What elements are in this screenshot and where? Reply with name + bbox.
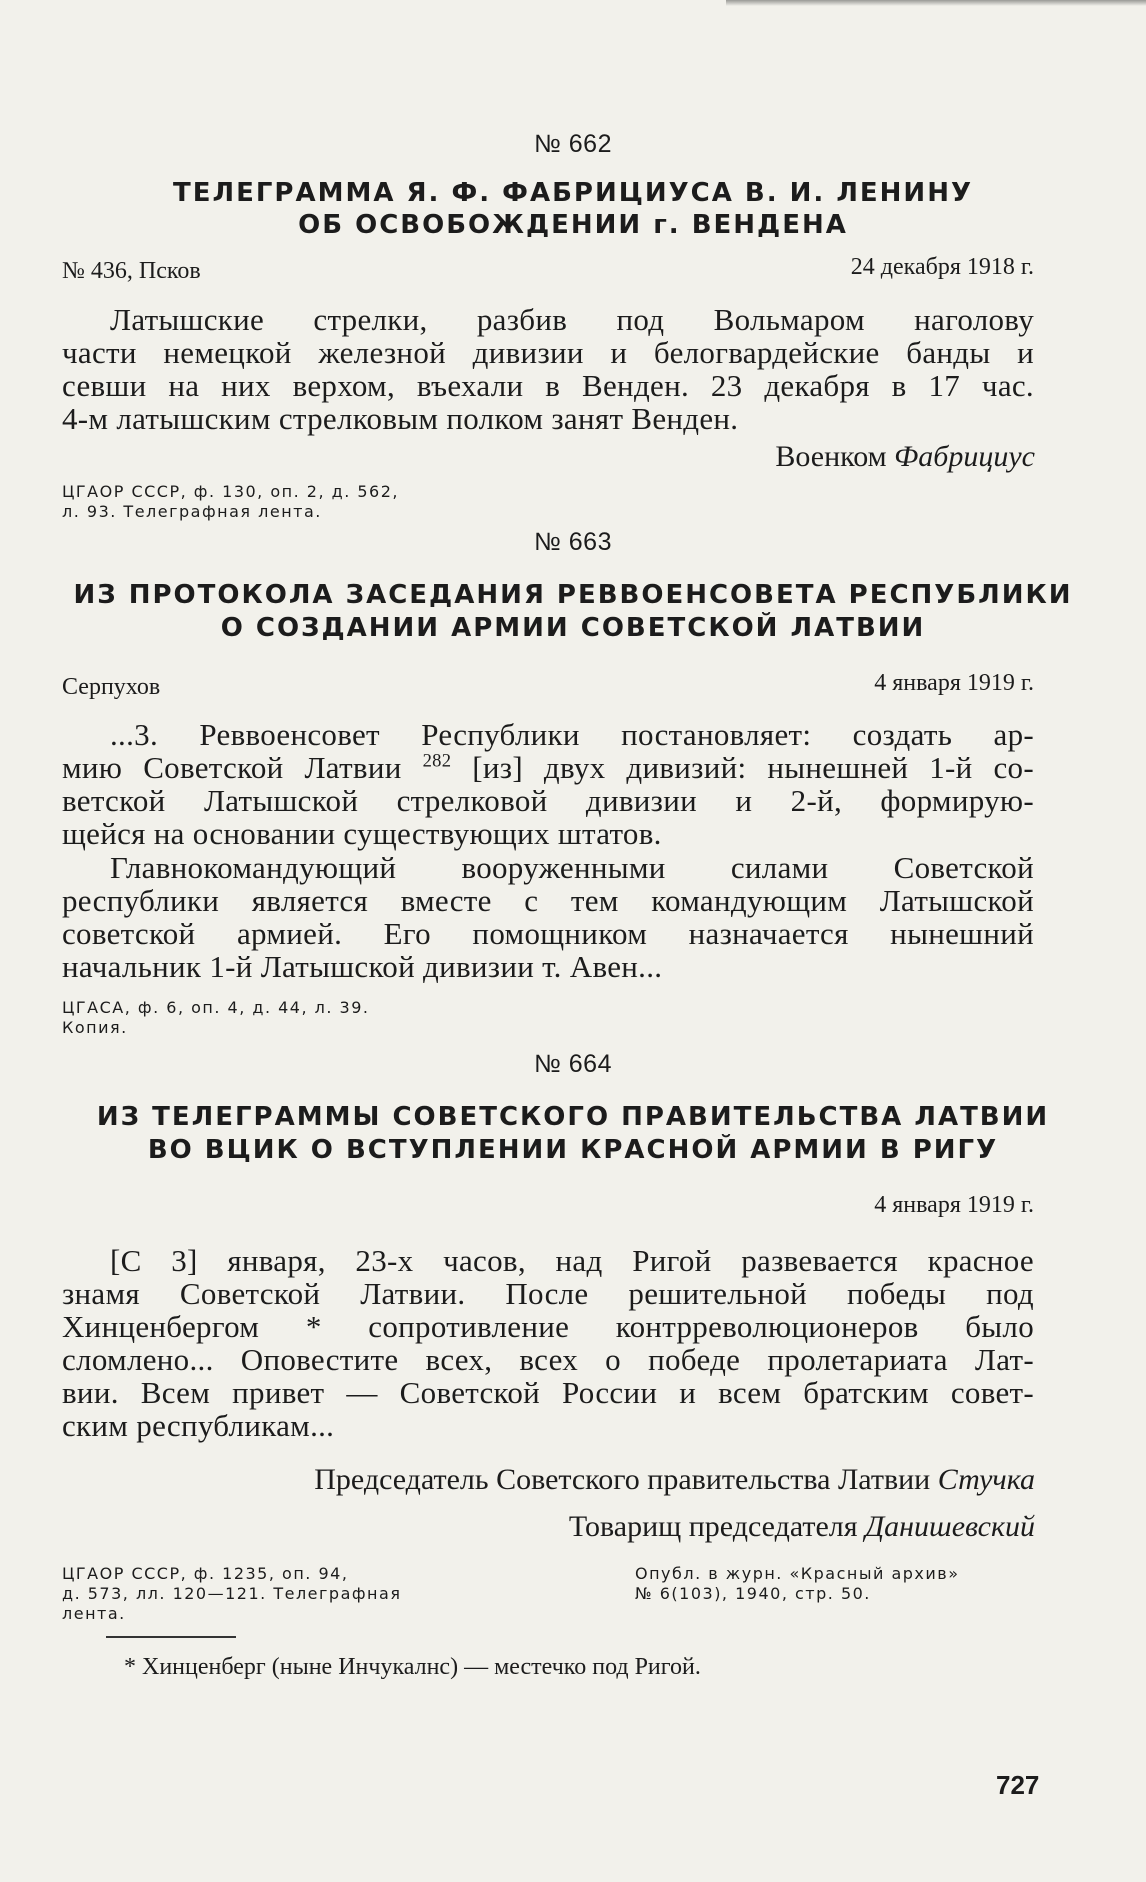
archive-line: ЦГАОР СССР, ф. 130, оп. 2, д. 562, xyxy=(62,482,399,501)
scan-edge-shadow xyxy=(726,0,1146,6)
doc-664-number: № 664 xyxy=(534,1050,612,1078)
doc-663-body-line: начальник 1-й Латышской дивизии т. Авен... xyxy=(62,949,663,984)
doc-663-number: № 663 xyxy=(534,528,612,556)
doc-664-title-line-2: ВО ВЦИК О ВСТУПЛЕНИИ КРАСНОЙ АРМИИ В РИГУ xyxy=(147,1135,999,1165)
doc-664-body-line: сломлено... Оповестите всех, всех о победе пролетариата Лат- xyxy=(62,1342,1034,1377)
doc-663-body-line: республики является вместе с тем командующим Латышской xyxy=(62,883,1034,918)
doc-664-body-line: [С 3] января, 23-х часов, над Ригой развевается красное xyxy=(110,1243,1034,1278)
doc-663-body-line-with-note xyxy=(62,750,1034,786)
doc-663-body-line: ...3. Реввоенсовет Республики постановляет: создать ар- xyxy=(110,717,1034,752)
doc-664-body-line: Хинценбергом * сопротивление контрреволюционеров было xyxy=(62,1309,1034,1344)
footnote: * Хинценберг (ныне Инчукалнс) — местечко под Ригой. xyxy=(124,1654,701,1680)
doc-664-body-line: знамя Советской Латвии. После решительной победы под xyxy=(62,1276,1034,1311)
signature-name: Данишевский xyxy=(865,1510,1035,1543)
doc-664-date: 4 января 1919 г. xyxy=(874,1192,1034,1218)
doc-662-origin: № 436, Псков xyxy=(62,258,201,284)
doc-663-archive-ref xyxy=(62,998,370,1038)
signature-role: Военком xyxy=(775,440,887,473)
doc-664-archive-ref xyxy=(62,1564,401,1624)
signature-role: Товарищ председателя xyxy=(568,1510,858,1543)
archive-line: лента. xyxy=(62,1604,126,1623)
doc-662-archive-ref xyxy=(62,482,399,522)
doc-663-date: 4 января 1919 г. xyxy=(874,670,1034,696)
publication-line: № 6(103), 1940, стр. 50. xyxy=(635,1584,871,1603)
doc-663-body-line: щейся на основании существующих штатов. xyxy=(62,816,662,851)
doc-662-title-line-2: ОБ ОСВОБОЖДЕНИИ г. ВЕНДЕНА xyxy=(298,210,848,240)
text-fragment: [из] двух дивизий: нынешней 1-й со- xyxy=(451,750,1034,785)
archive-line: Копия. xyxy=(62,1018,128,1037)
endnote-ref: 282 xyxy=(422,750,452,772)
signature-name: Стучка xyxy=(937,1463,1035,1496)
doc-664-publication-ref xyxy=(635,1564,960,1604)
signature-name: Фабрициус xyxy=(894,440,1035,473)
doc-663-body-line: Главнокомандующий вооруженными силами Советской xyxy=(110,850,1034,885)
doc-663-title-line-2: О СОЗДАНИИ АРМИИ СОВЕТСКОЙ ЛАТВИИ xyxy=(220,613,926,643)
publication-line: Опубл. в журн. «Красный архив» xyxy=(635,1564,960,1583)
doc-663-body-line: ветской Латышской стрелковой дивизии и 2-й, формирую- xyxy=(62,783,1034,818)
signature-role: Председатель Советского правительства Латвии xyxy=(314,1463,931,1496)
archive-line: ЦГАОР СССР, ф. 1235, оп. 94, xyxy=(62,1564,349,1583)
doc-662-title-line-1: ТЕЛЕГРАММА Я. Ф. ФАБРИЦИУСА В. И. ЛЕНИНУ xyxy=(172,178,973,208)
doc-662-body-line: части немецкой железной дивизии и белогвардейские банды и xyxy=(62,335,1034,370)
doc-662-number: № 662 xyxy=(534,130,612,158)
doc-663-body-line: советской армией. Его помощником назначается нынешний xyxy=(62,916,1034,951)
doc-663-origin: Серпухов xyxy=(62,674,161,700)
doc-664-signature-1 xyxy=(314,1463,1035,1497)
doc-663-title-line-1: ИЗ ПРОТОКОЛА ЗАСЕДАНИЯ РЕВВОЕНСОВЕТА РЕСПУБЛИКИ xyxy=(73,580,1073,610)
doc-662-body-line: Латышские стрелки, разбив под Вольмаром наголову xyxy=(110,302,1034,337)
doc-662-body-line: 4-м латышским стрелковым полком занят Венден. xyxy=(62,401,739,436)
archive-line: д. 573, лл. 120—121. Телеграфная xyxy=(62,1584,402,1603)
archive-line: ЦГАСА, ф. 6, оп. 4, д. 44, л. 39. xyxy=(62,998,370,1017)
doc-662-signature xyxy=(775,440,1035,474)
archive-line: л. 93. Телеграфная лента. xyxy=(62,502,322,521)
doc-662-date: 24 декабря 1918 г. xyxy=(850,254,1034,280)
doc-664-body-line: вии. Всем привет — Советской России и всем братским совет- xyxy=(62,1375,1034,1410)
text-fragment: мию Советской Латвии xyxy=(62,750,423,785)
doc-664-title-line-1: ИЗ ТЕЛЕГРАММЫ СОВЕТСКОГО ПРАВИТЕЛЬСТВА ЛАТВИИ xyxy=(96,1102,1050,1132)
doc-664-signature-2 xyxy=(569,1510,1035,1544)
doc-662-body-line: севши на них верхом, въехали в Венден. 23 декабря в 17 час. xyxy=(62,368,1034,403)
page-number: 727 xyxy=(996,1770,1040,1800)
footnote-divider xyxy=(106,1636,236,1638)
doc-664-body-line: ским республикам... xyxy=(62,1408,335,1443)
